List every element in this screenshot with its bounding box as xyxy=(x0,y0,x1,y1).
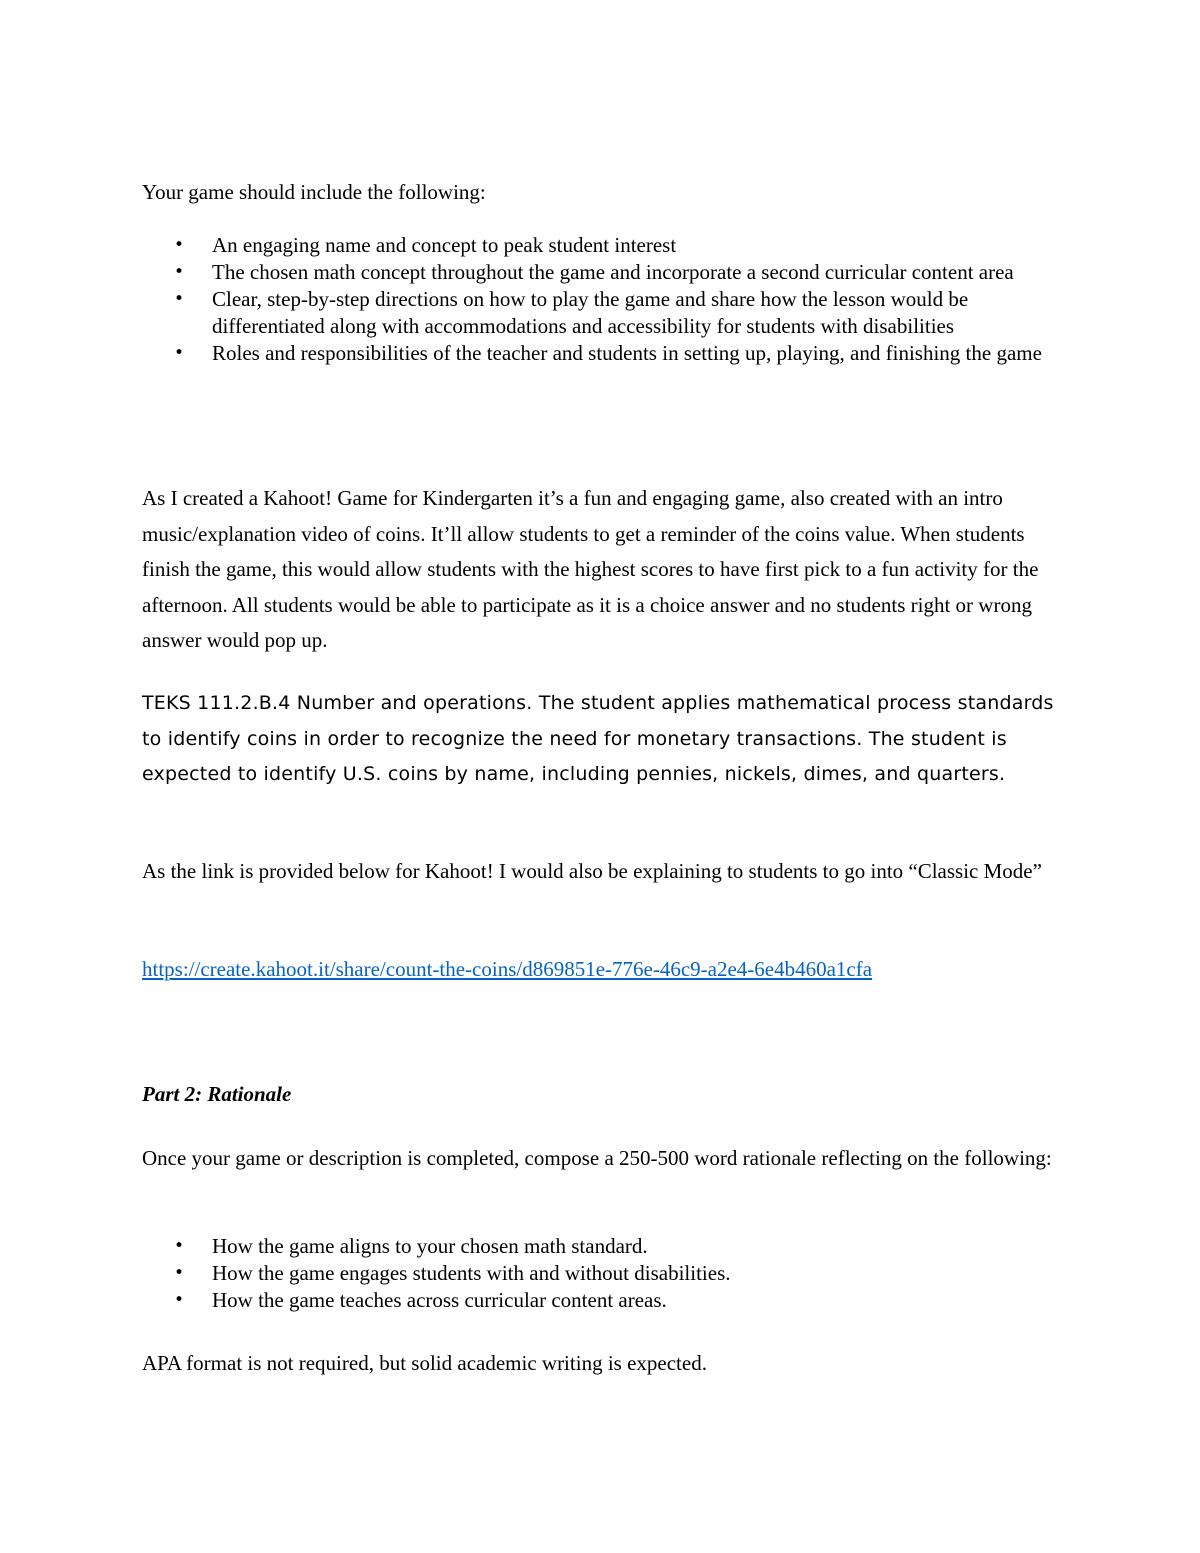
bullet-icon: • xyxy=(174,1263,185,1283)
teks-paragraph: TEKS 111.2.B.4 Number and operations. The student applies mathematical process standards to identify coins in order to recognize the need for monetary transactions. The student is expected to identify U.S. coins by name, including pennies, nickels, dimes, and quarters. xyxy=(142,692,1054,785)
part2-heading: Part 2: Rationale xyxy=(142,1082,292,1106)
list-item-text: How the game engages students with and without disabilities. xyxy=(212,1261,731,1285)
bullet-icon: • xyxy=(174,235,185,255)
list-item xyxy=(142,1233,1067,1260)
list-item-text: An engaging name and concept to peak student interest xyxy=(212,233,677,257)
bullet-icon: • xyxy=(174,262,185,282)
list-item-text: Roles and responsibilities of the teacher and students in setting up, playing, and finishing the game xyxy=(212,341,1042,365)
list-item xyxy=(142,340,1067,367)
list-item-text: How the game teaches across curricular content areas. xyxy=(212,1288,667,1312)
bullet-icon: • xyxy=(174,1236,185,1256)
requirements-intro: Your game should include the following: xyxy=(142,180,486,204)
list-item xyxy=(142,232,1067,259)
link-paragraph xyxy=(142,952,1067,987)
list-item-text: How the game aligns to your chosen math standard. xyxy=(212,1234,648,1258)
rationale-list xyxy=(142,1233,1067,1314)
bullet-icon: • xyxy=(174,289,185,309)
list-item-text: The chosen math concept throughout the game and incorporate a second curricular content area xyxy=(212,260,1014,284)
list-item-text: Clear, step-by-step directions on how to play the game and share how the lesson would be differentiated along with accommodations and accessibility for students with disabilities xyxy=(212,287,969,338)
link-intro-paragraph: As the link is provided below for Kahoot! I would also be explaining to students to go into “Classic Mode” xyxy=(142,859,1042,883)
list-item xyxy=(142,1260,1067,1287)
list-item xyxy=(142,286,1067,340)
bullet-icon: • xyxy=(174,1290,185,1310)
list-item xyxy=(142,1287,1067,1314)
apa-note: APA format is not required, but solid academic writing is expected. xyxy=(142,1351,707,1375)
list-item xyxy=(142,259,1067,286)
requirements-list xyxy=(142,232,1067,367)
rationale-intro: Once your game or description is completed, compose a 250-500 word rationale reflecting on the following: xyxy=(142,1146,1052,1170)
bullet-icon: • xyxy=(174,343,185,363)
kahoot-link[interactable]: https://create.kahoot.it/share/count-the-coins/d869851e-776e-46c9-a2e4-6e4b460a1cfa xyxy=(142,957,873,981)
kahoot-paragraph: As I created a Kahoot! Game for Kindergarten it’s a fun and engaging game, also created with an intro music/explanation video of coins. It’ll allow students to get a reminder of the coins value. When students finish the game, this would allow students with the highest scores to have first pick to a fun activity for the afternoon. All students would be able to participate as it is a choice answer and no students right or wrong answer would pop up. xyxy=(142,486,1039,652)
